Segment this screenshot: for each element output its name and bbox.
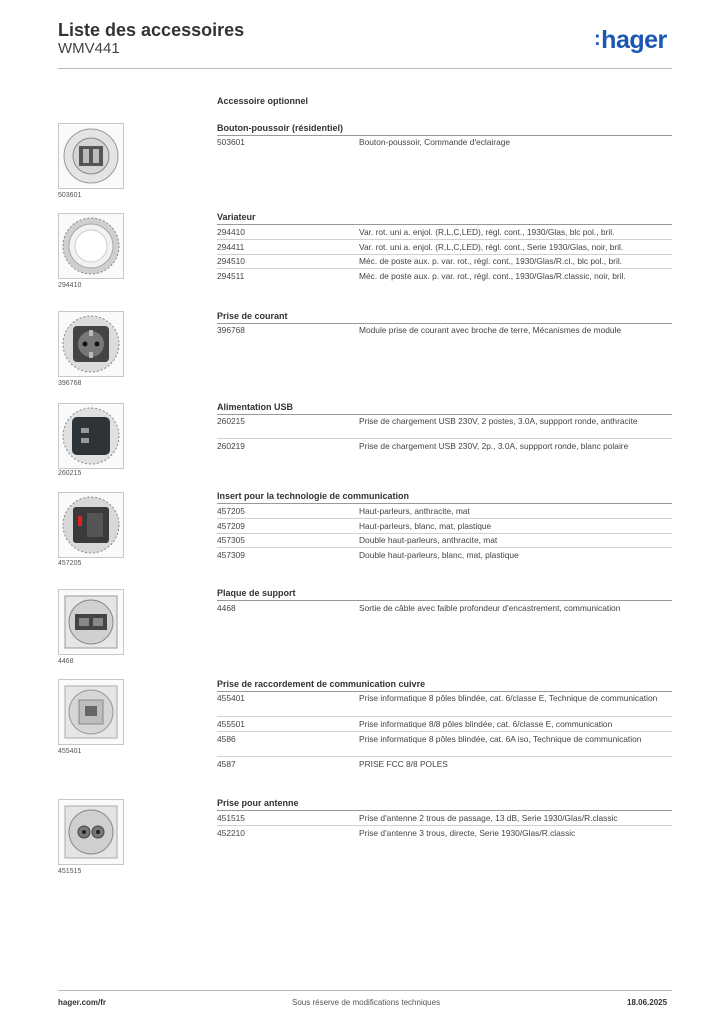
article-number: 457305	[217, 535, 245, 545]
group-title: Bouton-poussoir (résidentiel)	[217, 123, 343, 133]
footer-notice: Sous réserve de modifications techniques	[292, 998, 441, 1007]
article-description: Prise informatique 8 pôles blindée, cat. 6A iso, Technique de communication	[359, 734, 642, 744]
group-title: Alimentation USB	[217, 402, 294, 412]
article-description: Prise d'antenne 2 trous de passage, 13 dB, Serie 1930/Glas/R.classic	[359, 813, 618, 823]
article-description: Prise d'antenne 3 trous, directe, Serie 1930/Glas/R.classic	[359, 828, 576, 838]
row-divider	[217, 756, 672, 757]
thumbnail-caption: 396768	[58, 380, 82, 387]
article-description: PRISE FCC 8/8 POLES	[359, 759, 448, 769]
article-description: Haut-parleurs, anthracite, mat	[359, 506, 470, 516]
footer-date: 18.06.2025	[627, 998, 668, 1007]
group-divider	[217, 135, 672, 136]
row-divider	[217, 438, 672, 439]
data-socket-icon	[58, 679, 124, 745]
group-title: Prise de courant	[217, 311, 288, 321]
row-divider	[217, 547, 672, 548]
rotary-dimmer-knob-icon	[58, 213, 124, 279]
page-title: Liste des accessoires	[58, 20, 245, 40]
thumbnail-caption: 260215	[58, 470, 82, 477]
group-title: Prise de raccordement de communication cuivre	[217, 679, 426, 689]
article-number: 452210	[217, 828, 245, 838]
push-button-insert-icon	[58, 123, 124, 189]
group-title: Variateur	[217, 212, 256, 222]
antenna-socket-icon	[58, 799, 124, 865]
article-description: Prise de chargement USB 230V, 2 postes, 3.0A, suppport ronde, anthracite	[359, 416, 638, 426]
row-divider	[217, 518, 672, 519]
article-description: Méc. de poste aux. p. var. rot., régl. cont., 1930/Glas/R.classic, noir, bril.	[359, 271, 626, 281]
group-title: Insert pour la technologie de communication	[217, 491, 410, 501]
article-number: 455401	[217, 693, 245, 703]
row-divider	[217, 716, 672, 717]
usb-charger-insert-icon	[58, 403, 124, 469]
article-number: 455501	[217, 719, 245, 729]
article-description: Bouton-poussoir, Commande d'eclairage	[359, 137, 511, 147]
product-reference: WMV441	[58, 40, 120, 57]
row-divider	[217, 533, 672, 534]
article-number: 503601	[217, 137, 245, 147]
header-divider	[58, 68, 672, 69]
thumbnail-caption: 457205	[58, 560, 82, 567]
footer-divider	[58, 990, 672, 991]
article-number: 294410	[217, 227, 245, 237]
article-number: 396768	[217, 325, 245, 335]
row-divider	[217, 825, 672, 826]
group-divider	[217, 600, 672, 601]
speaker-insert-icon	[58, 492, 124, 558]
article-number: 294511	[217, 271, 245, 281]
row-divider	[217, 731, 672, 732]
hager-logo: :hager	[594, 26, 667, 54]
thumbnail-caption: 455401	[58, 748, 82, 755]
group-divider	[217, 691, 672, 692]
row-divider	[217, 254, 672, 255]
row-divider	[217, 268, 672, 269]
support-plate-icon	[58, 589, 124, 655]
article-number: 4468	[217, 603, 236, 613]
article-number: 260215	[217, 416, 245, 426]
article-description: Sortie de câble avec faible profondeur d'encastrement, communication	[359, 603, 621, 613]
article-number: 294411	[217, 242, 245, 252]
article-number: 451515	[217, 813, 245, 823]
article-number: 260219	[217, 441, 245, 451]
thumbnail-caption: 4468	[58, 658, 74, 665]
article-description: Méc. de poste aux. p. var. rot., régl. cont., 1930/Glas/R.cl., blc pol., bril.	[359, 256, 623, 266]
group-divider	[217, 503, 672, 504]
row-divider	[217, 239, 672, 240]
group-title: Prise pour antenne	[217, 798, 299, 808]
group-divider	[217, 323, 672, 324]
article-description: Var. rot. uni a. enjol. (R,L,C,LED), régl. cont., Serie 1930/Glas, noir, bril.	[359, 242, 624, 252]
thumbnail-caption: 451515	[58, 868, 82, 875]
article-description: Double haut-parleurs, blanc, mat, plastique	[359, 550, 519, 560]
article-number: 4587	[217, 759, 236, 769]
article-number: 294510	[217, 256, 245, 266]
thumbnail-caption: 294410	[58, 282, 82, 289]
article-description: Double haut-parleurs, anthracite, mat	[359, 535, 498, 545]
section-heading: Accessoire optionnel	[217, 96, 309, 106]
group-title: Plaque de support	[217, 588, 296, 598]
group-divider	[217, 224, 672, 225]
article-number: 457309	[217, 550, 245, 560]
article-number: 457209	[217, 521, 245, 531]
article-number: 457205	[217, 506, 245, 516]
socket-insert-icon	[58, 311, 124, 377]
article-description: Haut-parleurs, blanc, mat, plastique	[359, 521, 492, 531]
group-divider	[217, 810, 672, 811]
article-description: Module prise de courant avec broche de terre, Mécanismes de module	[359, 325, 622, 335]
article-description: Var. rot. uni a. enjol. (R,L,C,LED), régl. cont., 1930/Glas, blc pol., bril.	[359, 227, 615, 237]
article-description: Prise informatique 8 pôles blindée, cat. 6/classe E, Technique de communication	[359, 693, 658, 703]
footer-website-link[interactable]: hager.com/fr	[58, 998, 107, 1007]
article-description: Prise de chargement USB 230V, 2p., 3.0A, suppport ronde, blanc polaire	[359, 441, 629, 451]
thumbnail-caption: 503601	[58, 192, 82, 199]
article-number: 4586	[217, 734, 236, 744]
article-description: Prise informatique 8/8 pôles blindée, cat. 6/classe E, communication	[359, 719, 613, 729]
group-divider	[217, 414, 672, 415]
